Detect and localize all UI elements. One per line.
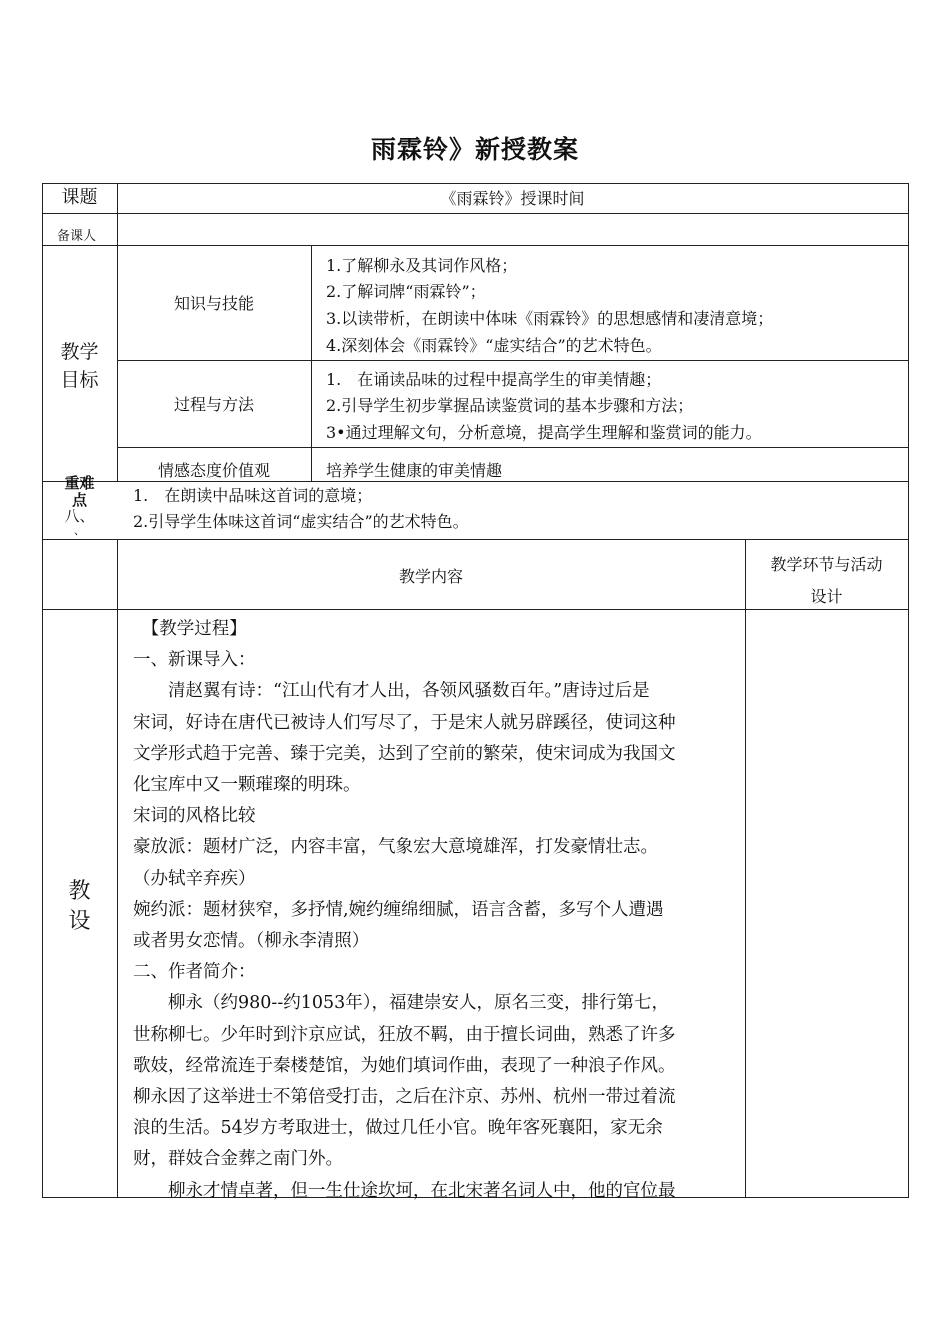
list-item: 1. 在诵读品味的过程中提高学生的审美情趣；	[326, 370, 662, 389]
lesson-content	[133, 614, 676, 1207]
content-line: 清赵翼有诗：“江山代有才人出，各领风骚数百年。”唐诗过后是	[133, 681, 650, 702]
key-points-label-4: 、	[74, 524, 85, 537]
list-item: 2.引导学生初步掌握品读鉴赏词的基本步骤和方法；	[326, 396, 694, 415]
content-line: 宋词，好诗在唐代已被诗人们写尽了，于是宋人就另辟蹊径，使词这种	[133, 712, 676, 733]
design-label-1: 教	[68, 879, 91, 904]
content-line: 文学形式趋于完善、臻于完美，达到了空前的繁荣，使宋词成为我国文	[133, 743, 676, 764]
goals-label-1: 教学	[60, 341, 99, 363]
content-line: 宋词的风格比较	[133, 806, 256, 827]
list-item: 2.引导学生体味这首词“虚实结合”的艺术特色。	[133, 512, 469, 531]
activity-header-2: 设计	[810, 587, 843, 606]
preparer-label: 备课人	[57, 229, 97, 244]
activity-header-1: 教学环节与活动	[770, 555, 883, 574]
content-line: 化宝库中又一颗璀璨的明珠。	[133, 775, 361, 796]
list-item: 3•通过理解文句，分析意境，提高学生理解和鉴赏词的能力。	[326, 423, 762, 442]
topic-value: 《雨霖铃》授课时间	[440, 189, 585, 208]
content-line: （办轼辛弃疾）	[133, 868, 256, 889]
list-item: 4.深刻体会《雨霖铃》“虚实结合”的艺术特色。	[326, 336, 662, 355]
content-line: 财，群妓合金葬之南门外。	[133, 1149, 343, 1170]
process-label: 过程与方法	[173, 395, 254, 414]
list-item: 1. 在朗读中品味这首词的意境；	[133, 486, 373, 505]
topic-label: 课题	[61, 187, 98, 208]
content-line: 柳永（约980--约1053年），福建崇安人，原名三变，排行第七，	[133, 993, 670, 1014]
content-line: 【教学过程】	[133, 619, 247, 639]
list-item: 3.以读带析，在朗读中体味《雨霖铃》的思想感情和凄清意境；	[326, 309, 774, 328]
content-line: 婉约派：题材狭窄，多抒情,婉约缠绵细腻，语言含蓄，多写个人遭遇	[133, 899, 664, 920]
design-label-2: 设	[68, 909, 91, 934]
content-line: 或者男女恋情。（柳永李清照）	[133, 931, 370, 952]
key-points-label-1: 重难	[64, 474, 95, 492]
key-points-label-3: 八、	[64, 507, 95, 525]
content-line: 一、新课导入：	[133, 650, 256, 671]
attitude-label: 情感态度价值观	[157, 461, 270, 480]
list-item: 1.了解柳永及其词作风格；	[326, 256, 518, 275]
knowledge-label: 知识与技能	[173, 294, 254, 313]
list-item: 2.了解词牌“雨霖铃”；	[326, 282, 486, 301]
content-header: 教学内容	[398, 567, 463, 586]
content-line: 柳永才情卓著，但一生仕途坎坷，在北宋著名词人中，他的官位最	[133, 1180, 676, 1201]
attitude-value: 培养学生健康的审美情趣	[326, 461, 503, 480]
document-title: 雨霖铃》新授教案	[370, 135, 579, 164]
content-line: 浪的生活。54岁方考取进士，做过几任小官。晚年客死襄阳，家无余	[133, 1118, 663, 1139]
content-line: 柳永因了这举进士不第倍受打击，之后在汴京、苏州、杭州一带过着流	[133, 1087, 676, 1108]
content-line: 二、作者简介：	[133, 962, 256, 983]
content-line: 歌妓，经常流连于秦楼楚馆，为她们填词作曲，表现了一种浪子作风。	[133, 1055, 676, 1076]
key-points-label-2: 点	[71, 491, 87, 509]
content-line: 豪放派：题材广泛，内容丰富，气象宏大意境雄浑，打发豪情壮志。	[133, 837, 658, 858]
goals-label-2: 目标	[60, 369, 99, 391]
content-line: 世称柳七。少年时到汴京应试，狂放不羁，由于擅长词曲，熟悉了许多	[133, 1024, 676, 1045]
